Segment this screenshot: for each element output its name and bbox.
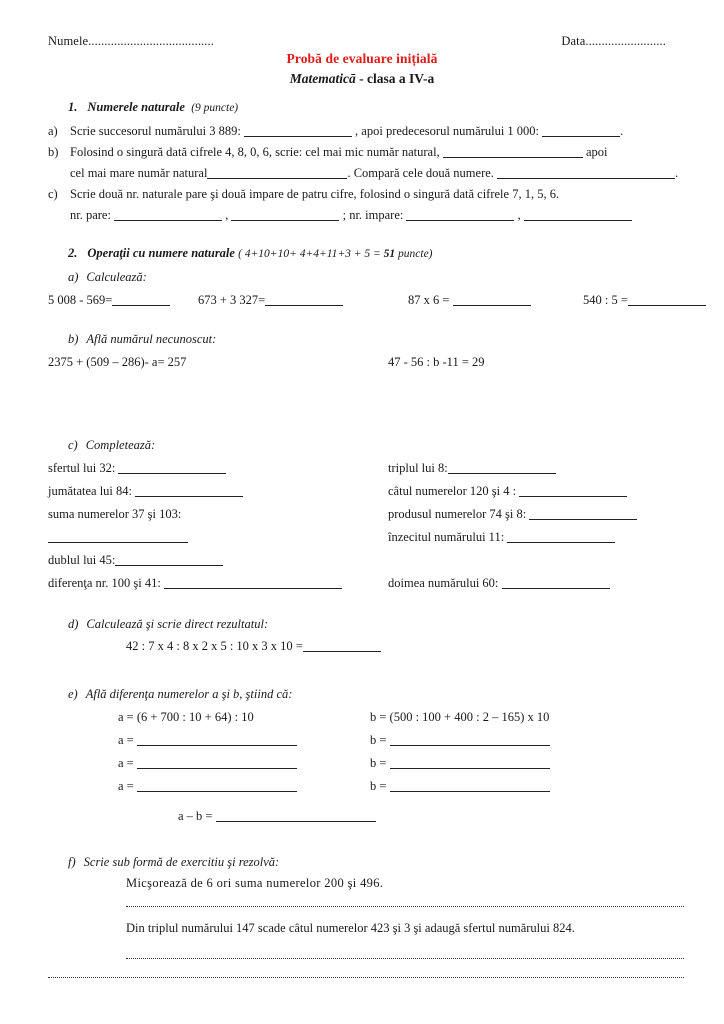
exercise-1-number: 1. <box>68 100 78 114</box>
answer-blank[interactable] <box>406 220 514 221</box>
exercise-2b-title: Află numărul necunoscut: <box>86 332 217 346</box>
line-text: înzecitul numărului 11: <box>388 530 508 544</box>
exercise-2-heading <box>0 246 724 261</box>
subject-name: Matematicā <box>289 71 356 86</box>
item-text: Scrie succesorul numărului 3 889: <box>70 124 244 138</box>
answer-blank[interactable] <box>390 791 550 792</box>
exercise-2e-work-rows <box>0 729 724 798</box>
document-title-block <box>0 50 724 88</box>
exercise-2c-right-column <box>388 457 724 595</box>
exercise-2d-expression-row <box>0 636 724 657</box>
subject-grade: - clasa a IV-a <box>355 71 435 86</box>
exercise-2e-label: e) <box>68 687 78 701</box>
exercise-2-title: Operaţii cu numere naturale <box>87 246 235 260</box>
exercise-2a-calculation <box>198 293 408 308</box>
exercise-2f-problem-1: Micşorează de 6 ori suma numerelor 200 şi 496. <box>126 876 384 890</box>
exercise-2f-problem-2: Din triplul numărului 147 scade câtul numerelor 423 şi 3 şi adaugă sfertul numărului 824. <box>126 921 575 935</box>
answer-dotted-line-2[interactable] <box>126 958 684 959</box>
item-marker: c) <box>48 187 58 201</box>
exercise-1-items <box>0 121 724 226</box>
calculation-expression: 5 008 - 569= <box>48 293 113 307</box>
answer-blank[interactable] <box>390 768 550 769</box>
exercise-2a-calculation <box>48 293 198 308</box>
exercise-1-item <box>0 184 724 205</box>
exercise-2b-equation-a: 2375 + (509 – 286)- a= 257 <box>48 355 187 369</box>
exercise-2-points <box>238 248 432 260</box>
exercise-2a-label: a) <box>68 270 79 284</box>
answer-blank[interactable] <box>519 496 627 497</box>
answer-blank[interactable] <box>137 791 297 792</box>
line-text: triplul lui 8: <box>388 461 448 475</box>
calculation-expression: 673 + 3 327= <box>198 293 266 307</box>
variable-label: a = <box>118 733 137 747</box>
line-text: jumătatea lui 84: <box>48 484 136 498</box>
exercise-2b-heading <box>0 332 724 347</box>
answer-blank[interactable] <box>507 542 615 543</box>
exercise-2e-a-row <box>118 775 370 798</box>
answer-blank[interactable] <box>265 305 343 306</box>
line-text: sfertul lui 32: <box>48 461 119 475</box>
exercise-2c-label: c) <box>68 438 78 452</box>
exercise-2e-work-row <box>0 775 724 798</box>
answer-blank[interactable] <box>137 745 297 746</box>
exercise-2a-calculations <box>0 293 724 308</box>
exercise-2c-line <box>48 572 388 595</box>
exercise-2e-a-expression: a = (6 + 700 : 10 + 64) : 10 <box>118 710 254 724</box>
exercise-2c-heading <box>0 438 724 453</box>
exercise-2c-line <box>388 480 724 503</box>
item-text: . Compară cele două numere. <box>347 166 498 180</box>
line-text: produsul numerelor 74 şi 8: <box>388 507 530 521</box>
exercise-2c-line <box>48 549 388 572</box>
item-text: . <box>620 124 624 138</box>
exercise-2f-label: f) <box>68 855 76 869</box>
exercise-2d-title: Calculează şi scrie direct rezultatul: <box>86 617 269 631</box>
student-name-field[interactable]: Numele....................................... <box>48 34 214 48</box>
exercise-2-number: 2. <box>68 246 78 260</box>
answer-blank[interactable] <box>529 519 637 520</box>
answer-blank[interactable] <box>135 496 243 497</box>
answer-blank[interactable] <box>48 542 188 543</box>
line-text: suma numerelor 37 şi 103: <box>48 507 182 521</box>
answer-blank[interactable] <box>542 136 620 137</box>
answer-blank[interactable] <box>114 220 222 221</box>
page-title: Probă de evaluare inițială <box>286 51 438 66</box>
item-text: ; nr. impare: <box>339 208 407 222</box>
answer-blank[interactable] <box>453 305 531 306</box>
exercise-1-item <box>0 142 724 163</box>
exercise-1-item <box>0 205 724 226</box>
item-text: , apoi predecesorul numărului 1 000: <box>351 124 543 138</box>
item-marker: b) <box>48 145 59 159</box>
line-text: doimea numărului 60: <box>388 576 502 590</box>
exercise-2e-difference-blank[interactable] <box>216 821 376 822</box>
exercise-2-points-value: 51 <box>383 248 396 260</box>
variable-label: b = <box>370 756 390 770</box>
answer-blank[interactable] <box>115 565 223 566</box>
answer-blank[interactable] <box>231 220 339 221</box>
variable-label: a = <box>118 756 137 770</box>
exercise-2b-label: b) <box>68 332 79 346</box>
calculation-expression: 87 x 6 = <box>408 293 453 307</box>
line-text: diferenţa nr. 100 şi 41: <box>48 576 164 590</box>
exercise-2e-work-row <box>0 729 724 752</box>
exercise-2c-line <box>388 549 724 572</box>
exercise-1-item <box>0 163 724 184</box>
item-text: apoi <box>582 145 608 159</box>
exercise-2d-answer-blank[interactable] <box>303 651 381 652</box>
exercise-2e-heading <box>0 687 724 702</box>
answer-dotted-line-1[interactable] <box>126 906 684 907</box>
answer-blank[interactable] <box>207 178 347 179</box>
exercise-2e-difference-row <box>0 806 724 827</box>
item-text: Scrie două nr. naturale pare şi două impare de patru cifre, folosind o singură dată cifrele 7, 1, 5, 6. <box>70 187 560 201</box>
exercise-2e-a-row <box>118 729 370 752</box>
exercise-2a-heading <box>0 270 724 285</box>
page-subtitle <box>0 70 724 88</box>
exercise-1-item <box>0 121 724 142</box>
worksheet-content <box>0 100 724 978</box>
item-text: nr. pare: <box>70 208 115 222</box>
exercise-2e-b-row <box>370 729 670 752</box>
exercise-2c-columns <box>0 457 724 595</box>
exercise-2d-heading <box>0 617 724 632</box>
answer-dotted-line-3[interactable] <box>48 977 684 978</box>
line-text: dublul lui 45: <box>48 553 116 567</box>
answer-blank[interactable] <box>164 588 342 589</box>
answer-blank[interactable] <box>112 305 170 306</box>
exercise-2d-expression: 42 : 7 x 4 : 8 x 2 x 5 : 10 x 3 x 10 = <box>126 639 303 653</box>
exercise-1-title: Numerele naturale <box>87 100 185 114</box>
exercise-2-points-suffix: puncte) <box>395 248 433 260</box>
exercise-2b-equation-b: 47 - 56 : b -11 = 29 <box>388 355 485 369</box>
exercise-2f-title: Scrie sub formă de exercitiu şi rezolvă: <box>83 855 280 869</box>
exercise-2c-line <box>48 480 388 503</box>
exercise-2c-left-column <box>48 457 388 595</box>
calculation-expression: 540 : 5 = <box>583 293 628 307</box>
answer-blank[interactable] <box>497 178 675 179</box>
exercise-2a-title: Calculează: <box>86 270 147 284</box>
answer-blank[interactable] <box>244 136 352 137</box>
exercise-2e-expressions <box>0 706 724 729</box>
item-text: , <box>222 208 232 222</box>
date-field[interactable]: Data......................... <box>561 34 666 48</box>
answer-blank[interactable] <box>524 220 632 221</box>
exercise-2c-line <box>388 503 724 526</box>
exercise-2c-line <box>48 526 388 549</box>
exercise-2a-calculation <box>583 293 706 308</box>
exercise-2c-line <box>48 457 388 480</box>
exercise-1-heading <box>0 100 724 115</box>
item-text: , <box>514 208 524 222</box>
item-text: cel mai mare număr natural <box>70 166 208 180</box>
item-text: Folosind o singură dată cifrele 4, 8, 0, 6, scrie: cel mai mic număr natural, <box>70 145 443 159</box>
exercise-2e-b-row <box>370 775 670 798</box>
exercise-2e-b-row <box>370 752 670 775</box>
exercise-2c-title: Completează: <box>85 438 156 452</box>
item-marker: a) <box>48 124 58 138</box>
answer-blank[interactable] <box>118 473 226 474</box>
exercise-2-points-prefix: ( 4+10+10+ 4+4+11+3 + 5 = <box>238 248 384 260</box>
exercise-2e-a-row <box>118 752 370 775</box>
answer-blank[interactable] <box>448 473 556 474</box>
exercise-2e-work-row <box>0 752 724 775</box>
answer-blank[interactable] <box>390 745 550 746</box>
header-fields <box>48 34 684 49</box>
exercise-2c-line <box>388 457 724 480</box>
variable-label: b = <box>370 779 390 793</box>
exercise-2f-heading <box>0 855 724 870</box>
exercise-2a-calculation <box>408 293 583 308</box>
exercise-2e-b-expression: b = (500 : 100 + 400 : 2 – 165) x 10 <box>370 710 550 724</box>
exercise-2d-label: d) <box>68 617 79 631</box>
exercise-2e-difference-label: a – b = <box>178 809 216 823</box>
exercise-2e-title: Află diferenţa numerelor a şi b, ştiind că: <box>85 687 293 701</box>
variable-label: a = <box>118 779 137 793</box>
answer-blank[interactable] <box>137 768 297 769</box>
exercise-2c-line <box>388 526 724 549</box>
answer-blank[interactable] <box>502 588 610 589</box>
exercise-1-points: (9 puncte) <box>191 102 239 114</box>
variable-label: b = <box>370 733 390 747</box>
answer-blank[interactable] <box>628 305 706 306</box>
exercise-2b-equations <box>0 351 724 374</box>
item-text: . <box>675 166 679 180</box>
answer-blank[interactable] <box>443 157 583 158</box>
line-text: câtul numerelor 120 şi 4 : <box>388 484 520 498</box>
exercise-2c-line <box>48 503 388 526</box>
exercise-2c-line <box>388 572 724 595</box>
